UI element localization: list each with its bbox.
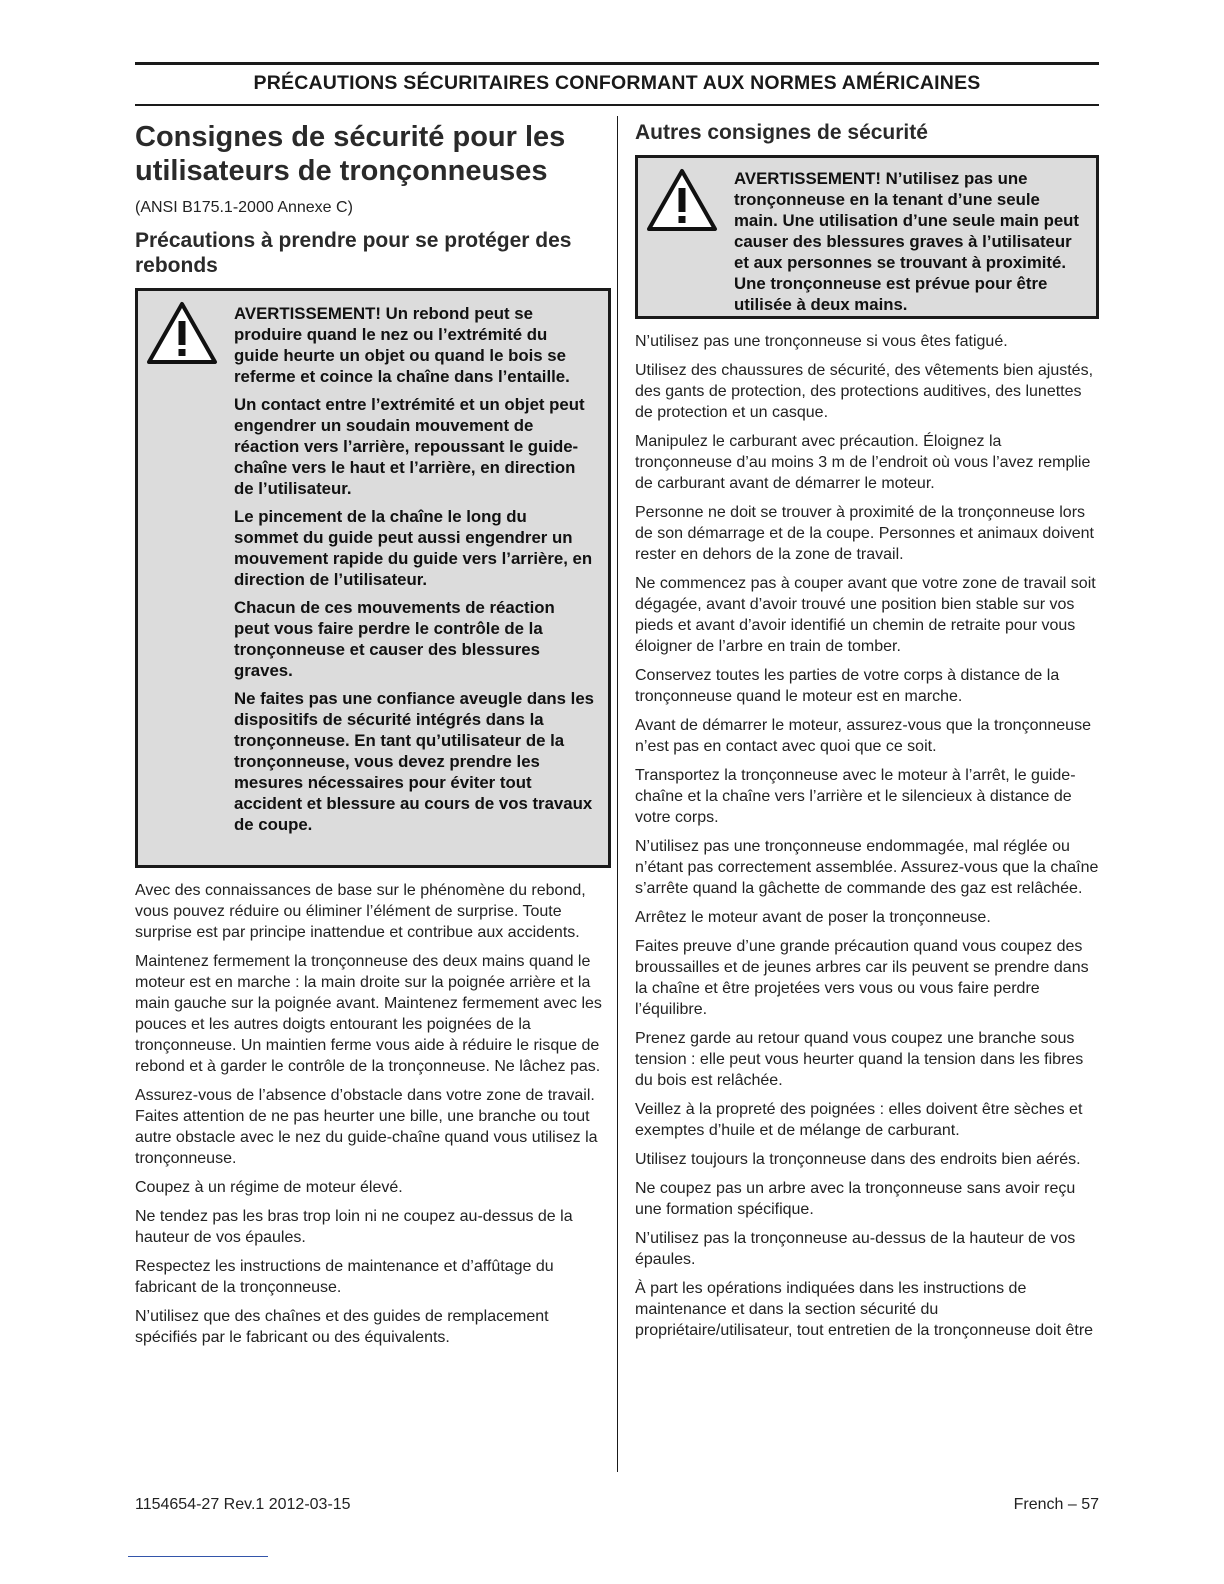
body-paragraph: Avant de démarrer le moteur, assurez-vous que la tronçonneuse n’est pas en contact avec quoi que ce soit. bbox=[635, 717, 1091, 755]
kickback-warning-box bbox=[135, 288, 611, 868]
body-paragraph: N’utilisez que des chaînes et des guides de remplacement spécifiés par le fabricant ou des équivalents. bbox=[135, 1308, 549, 1346]
page-header-title: PRÉCAUTIONS SÉCURITAIRES CONFORMANT AUX NORMES AMÉRICAINES bbox=[253, 72, 981, 94]
warning-paragraph: Chacun de ces mouvements de réaction peut vous faire perdre le contrôle de la tronçonneuse et causer des blessures graves. bbox=[234, 598, 555, 680]
body-paragraph: Maintenez fermement la tronçonneuse des deux mains quand le moteur est en marche : la main droite sur la poignée arrière et la main gauche sur la poignée avant. Maintenez fermement avec les pouces et les autres doigts entourant les poignées de la tronçonneuse. Un maintien ferme vous aide à réduire le risque de rebond et à garder le contrôle de la tronçonneuse. Ne lâchez pas. bbox=[135, 953, 602, 1075]
section-title-kickback: Précautions à prendre pour se protéger des rebonds bbox=[135, 229, 572, 277]
warning-text bbox=[734, 168, 1082, 315]
body-paragraph: Ne tendez pas les bras trop loin ni ne coupez au-dessus de la hauteur de vos épaules. bbox=[135, 1208, 573, 1246]
left-body-text bbox=[135, 880, 611, 1348]
standard-reference: (ANSI B175.1-2000 Annexe C) bbox=[135, 199, 353, 216]
footer-rule bbox=[128, 1556, 268, 1557]
body-paragraph: Personne ne doit se trouver à proximité de la tronçonneuse lors de son démarrage et de la coupe. Personnes et animaux doivent rester en dehors de la zone de travail. bbox=[635, 504, 1094, 563]
header-rule-top bbox=[135, 62, 1099, 65]
body-paragraph: N’utilisez pas la tronçonneuse au-dessus de la hauteur de vos épaules. bbox=[635, 1230, 1076, 1268]
warning-paragraph: Ne faites pas une confiance aveugle dans les dispositifs de sécurité intégrés dans la tronçonneuse. En tant qu’utilisateur de la tronçonneuse, vous devez prendre les mesures nécessaires pour éviter tout accident et blessure au cours de vos travaux de coupe. bbox=[234, 689, 595, 834]
body-paragraph: À part les opérations indiquées dans les instructions de maintenance et dans la section sécurité du propriétaire/utilisateur, tout entretien de la tronçonneuse doit être bbox=[635, 1280, 1094, 1339]
section-title-other-safety: Autres consignes de sécurité bbox=[635, 121, 928, 144]
document-number: 1154654-27 Rev.1 2012-03-15 bbox=[135, 1496, 351, 1513]
body-paragraph: Prenez garde au retour quand vous coupez une branche sous tension : elle peut vous heurter quand la tension dans les fibres du bois est relâchée. bbox=[635, 1030, 1084, 1089]
column-divider bbox=[617, 116, 618, 1472]
warning-text bbox=[234, 303, 594, 835]
warning-triangle-icon bbox=[646, 168, 718, 232]
body-paragraph: Transportez la tronçonneuse avec le moteur à l’arrêt, le guide-chaîne et la chaîne vers l’arrière et le silencieux à distance de votre corps. bbox=[635, 767, 1076, 826]
right-body-text bbox=[635, 331, 1099, 1341]
main-title: Consignes de sécurité pour les utilisateurs de tronçonneuses bbox=[135, 121, 566, 187]
body-paragraph: N’utilisez pas une tronçonneuse si vous êtes fatigué. bbox=[635, 333, 1008, 350]
body-paragraph: Utilisez toujours la tronçonneuse dans des endroits bien aérés. bbox=[635, 1151, 1081, 1168]
body-paragraph: Respectez les instructions de maintenance et d’affûtage du fabricant de la tronçonneuse. bbox=[135, 1258, 554, 1296]
page-number: French – 57 bbox=[1013, 1496, 1099, 1513]
body-paragraph: Ne commencez pas à couper avant que votre zone de travail soit dégagée, avant d’avoir trouvé une position bien stable sur vos pieds et avant d’avoir identifié un chemin de retraite pour vous éloigner de l’arbre en train de tomber. bbox=[635, 575, 1096, 655]
one-hand-warning-box bbox=[635, 155, 1099, 319]
warning-paragraph: AVERTISSEMENT! Un rebond peut se produire quand le nez ou l’extrémité du guide heurte un objet ou quand le bois se referme et coince la chaîne dans l’entaille. bbox=[234, 304, 570, 386]
body-paragraph: Arrêtez le moteur avant de poser la tronçonneuse. bbox=[635, 909, 991, 926]
body-paragraph: Manipulez le carburant avec précaution. Éloignez la tronçonneuse d’au moins 3 m de l’endroit où vous l’avez remplie de carburant avant de démarrer le moteur. bbox=[635, 433, 1091, 492]
body-paragraph: Veillez à la propreté des poignées : elles doivent être sèches et exemptes d’huile et de mélange de carburant. bbox=[635, 1101, 1083, 1139]
body-paragraph: Coupez à un régime de moteur élevé. bbox=[135, 1179, 403, 1196]
body-paragraph: Utilisez des chaussures de sécurité, des vêtements bien ajustés, des gants de protection, des protections auditives, des lunettes de protection et un casque. bbox=[635, 362, 1094, 421]
body-paragraph: Avec des connaissances de base sur le phénomène du rebond, vous pouvez réduire ou éliminer l’élément de surprise. Toute surprise est par principe inattendue et contribue aux accidents. bbox=[135, 882, 586, 941]
right-column bbox=[635, 118, 1099, 1349]
warning-paragraph: Un contact entre l’extrémité et un objet peut engendrer un soudain mouvement de réaction vers l’arrière, repoussant le guide-chaîne vers le haut et l’arrière, en direction de l’utilisateur. bbox=[234, 395, 585, 498]
header-rule-bottom bbox=[135, 104, 1099, 106]
left-column bbox=[135, 118, 611, 1356]
body-paragraph: Ne coupez pas un arbre avec la tronçonneuse sans avoir reçu une formation spécifique. bbox=[635, 1180, 1076, 1218]
body-paragraph: N’utilisez pas une tronçonneuse endommagée, mal réglée ou n’étant pas correctement assemblée. Assurez-vous que la chaîne s’arrête quand la gâchette de commande des gaz est relâchée. bbox=[635, 838, 1099, 897]
body-paragraph: Assurez-vous de l’absence d’obstacle dans votre zone de travail. Faites attention de ne pas heurter une bille, une branche ou tout autre obstacle avec le nez du guide-chaîne quand vous utilisez la tronçonneuse. bbox=[135, 1087, 598, 1167]
warning-paragraph: Le pincement de la chaîne le long du sommet du guide peut aussi engendrer un mouvement rapide du guide vers l’arrière, en direction de l’utilisateur. bbox=[234, 507, 593, 589]
body-paragraph: Conservez toutes les parties de votre corps à distance de la tronçonneuse quand le moteur est en marche. bbox=[635, 667, 1060, 705]
warning-triangle-icon bbox=[146, 301, 218, 365]
warning-paragraph: AVERTISSEMENT! N’utilisez pas une tronçonneuse en la tenant d’une seule main. Une utilisation d’une seule main peut causer des blessures graves à l’utilisateur et aux personnes se trouvant à proximité. Une tronçonneuse est prévue pour être utilisée à deux mains. bbox=[734, 169, 1079, 314]
body-paragraph: Faites preuve d’une grande précaution quand vous coupez des broussailles et de jeunes arbres car ils peuvent se prendre dans la chaîne et être projetées vers vous ou vous faire perdre l’équilibre. bbox=[635, 938, 1089, 1018]
